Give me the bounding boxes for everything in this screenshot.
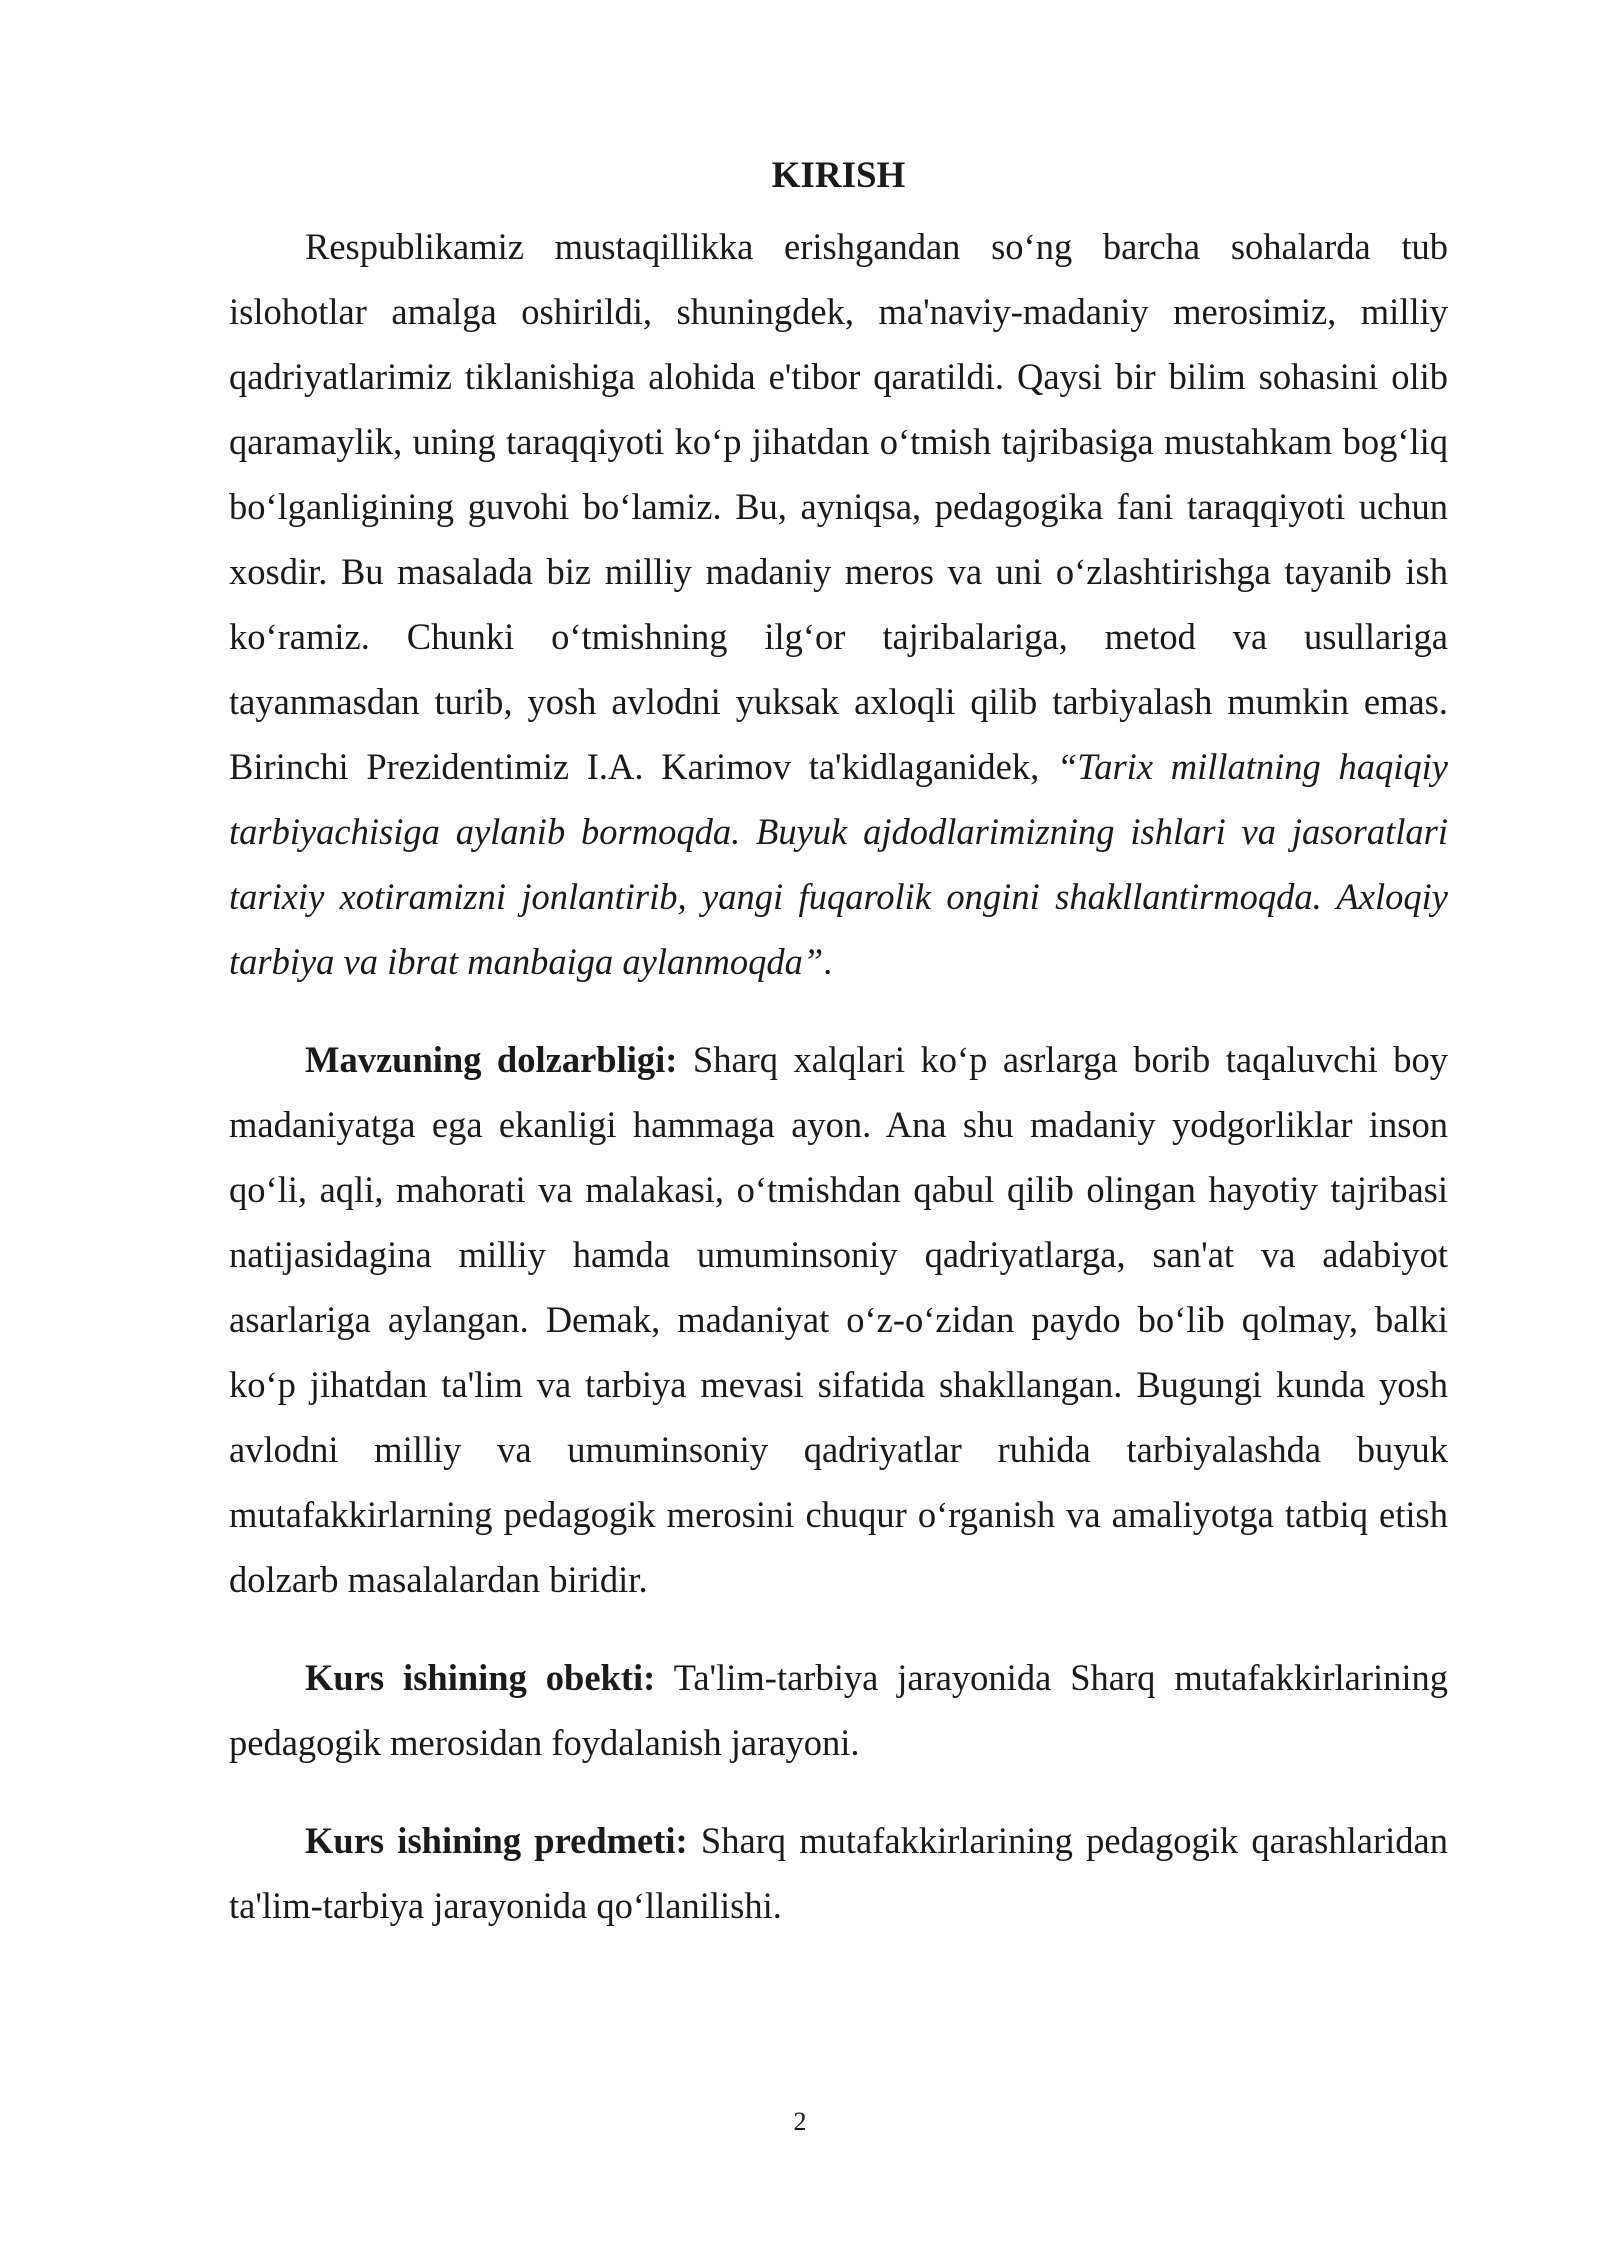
subject-text: Sharq mutafakkirlarining pedagogik qarashlaridan ta'lim-tarbiya jarayonida qo‘llanilishi. xyxy=(229,1820,1448,1926)
intro-quote: “Tarix millatning haqiqiy tarbiyachisiga aylanib bormoqda. Buyuk ajdodlarimizning ishlari va jasoratlari tarixiy xotiramizni jonlantirib, yangi fuqarolik ongini shakllantirmoqda. Axloqiy tarbiya va ibrat manbaiga aylanmoqda” xyxy=(229,746,1448,982)
intro-end: . xyxy=(823,941,833,982)
subject-paragraph xyxy=(229,1808,1448,1938)
relevance-paragraph xyxy=(229,1027,1448,1612)
page-title: KIRISH xyxy=(771,155,906,196)
object-text: Ta'lim-tarbiya jarayonida Sharq mutafakkirlarining pedagogik merosidan foydalanish jarayoni. xyxy=(229,1657,1449,1763)
intro-paragraph xyxy=(229,214,1448,994)
object-paragraph xyxy=(229,1645,1448,1775)
object-label: Kurs ishining obekti: xyxy=(305,1657,656,1698)
relevance-label: Mavzuning dolzarbligi: xyxy=(305,1039,678,1080)
subject-label: Kurs ishining predmeti: xyxy=(305,1820,688,1861)
page-content xyxy=(229,150,1448,1938)
relevance-text: Sharq xalqlari ko‘p asrlarga borib taqaluvchi boy madaniyatga ega ekanligi hammaga ayon. Ana shu madaniy yodgorliklar inson qo‘li, aqli, mahorati va malakasi, o‘tmishdan qabul qilib olingan hayotiy tajribasi natijasidagina milliy hamda umuminsoniy qadriyatlarga, san'at va adabiyot asarlariga aylangan. Demak, madaniyat o‘z-o‘zidan paydo bo‘lib qolmay, balki ko‘p jihatdan ta'lim va tarbiya mevasi sifatida shakllangan. Bugungi kunda yosh avlodni milliy va umuminsoniy qadriyatlar ruhida tarbiyalashda buyuk mutafakkirlarning pedagogik merosini chuqur o‘rganish va amaliyotga tatbiq etish dolzarb masalalardan biridir. xyxy=(229,1039,1448,1600)
intro-text: Respublikamiz mustaqillikka erishgandan so‘ng barcha sohalarda tub islohotlar amalga oshirildi, shuningdek, ma'naviy-madaniy merosimiz, milliy qadriyatlarimiz tiklanishiga alohida e'tibor qaratildi. Qaysi bir bilim sohasini olib qaramaylik, uning taraqqiyoti ko‘p jihatdan o‘tmish tajribasiga mustahkam bog‘liq bo‘lganligining guvohi bo‘lamiz. Bu, ayniqsa, pedagogika fani taraqqiyoti uchun xosdir. Bu masalada biz milliy madaniy meros va uni o‘zlashtirishga tayanib ish ko‘ramiz. Chunki o‘tmishning ilg‘or tajribalariga, metod va usullariga tayanmasdan turib, yosh avlodni yuksak axloqli qilib tarbiyalash mumkin emas. Birinchi Prezidentimiz I.A. Karimov ta'kidlaganidek, xyxy=(229,226,1448,787)
page-number: 2 xyxy=(793,2107,807,2136)
